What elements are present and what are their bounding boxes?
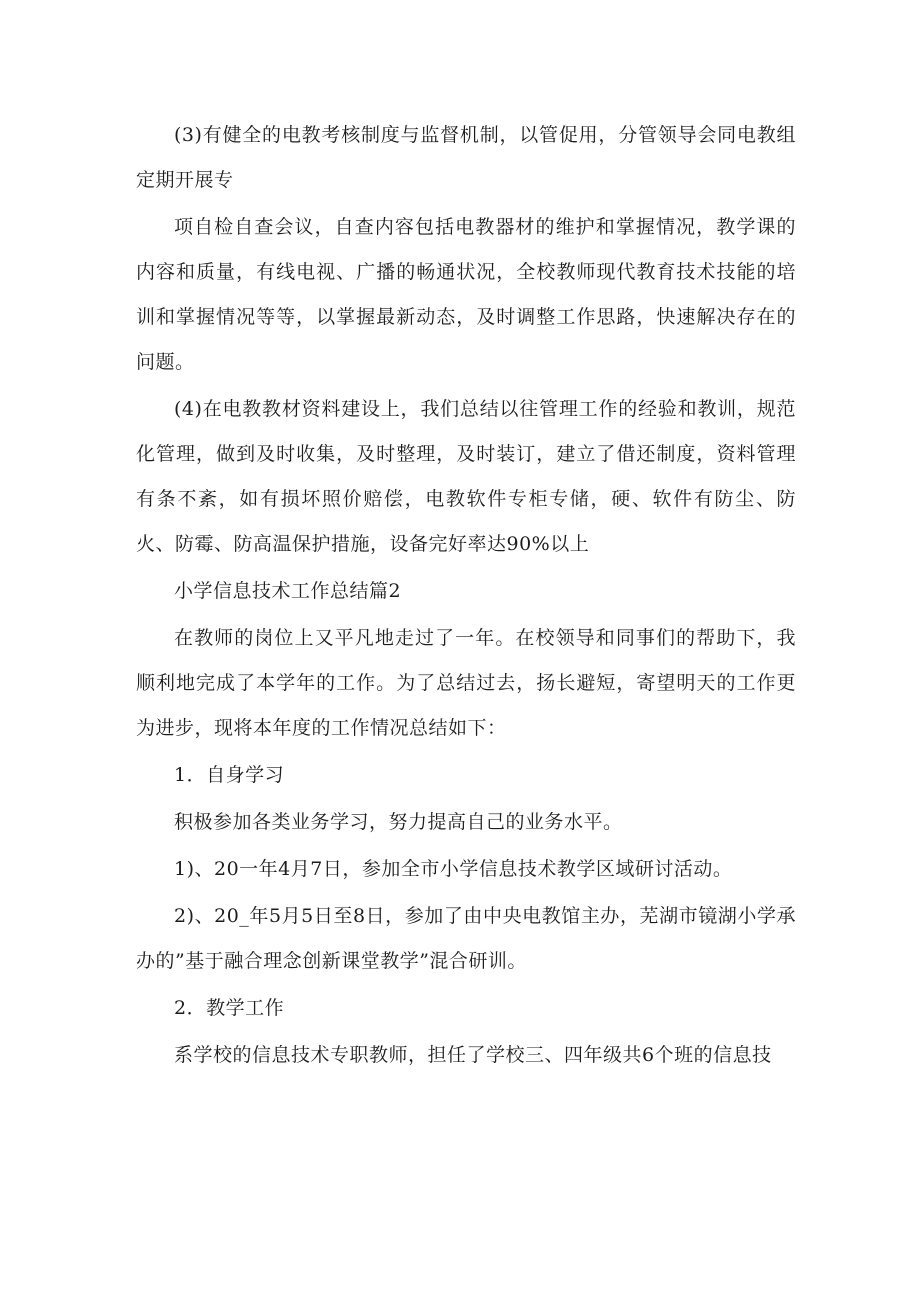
paragraph-teaching-duties: 系学校的信息技术专职教师，担任了学校三、四年级共6个班的信息技 — [174, 1044, 772, 1066]
list-item-study-1: 1)、20一年4月7日，参加全市小学信息技术教学区域研讨活动。 — [174, 858, 733, 880]
heading-teaching-work: 2．教学工作 — [174, 997, 285, 1019]
document-body — [136, 113, 796, 1078]
heading-self-study: 1．自身学习 — [174, 764, 285, 786]
paragraph-evaluation-system: (3)有健全的电教考核制度与监督机制，以管促用，分管领导会同电教组定期开展专 — [136, 124, 796, 191]
paragraph-materials-management: (4)在电教教材资料建设上，我们总结以往管理工作的经验和教训，规范化管理，做到及时收集，及时整理，及时装订，建立了借还制度，资料管理有条不紊，如有损坏照价赔偿，电教软件专柜专储，硬、软件有防尘、防火、防霉、防高温保护措施，设备完好率达90%以上 — [136, 398, 796, 555]
section-title: 小学信息技术工作总结篇2 — [174, 580, 402, 602]
paragraph-introduction: 在教师的岗位上又平凡地走过了一年。在校领导和同事们的帮助下，我顺利地完成了本学年的工作。为了总结过去，扬长避短，寄望明天的工作更为进步，现将本年度的工作情况总结如下： — [136, 627, 796, 739]
list-item-study-2: 2)、20_年5月5日至8日，参加了由中央电教馆主办，芜湖市镜湖小学承办的”基于融合理念创新课堂教学”混合研训。 — [136, 905, 796, 972]
paragraph-study-summary: 积极参加各类业务学习，努力提高自己的业务水平。 — [174, 811, 623, 833]
paragraph-self-inspection: 项自检自查会议，自查内容包括电教器材的维护和掌握情况，教学课的内容和质量，有线电视、广播的畅通状况，全校教师现代教育技术技能的培训和掌握情况等等，以掌握最新动态，及时调整工作思路，快速解决存在的问题。 — [136, 216, 796, 373]
